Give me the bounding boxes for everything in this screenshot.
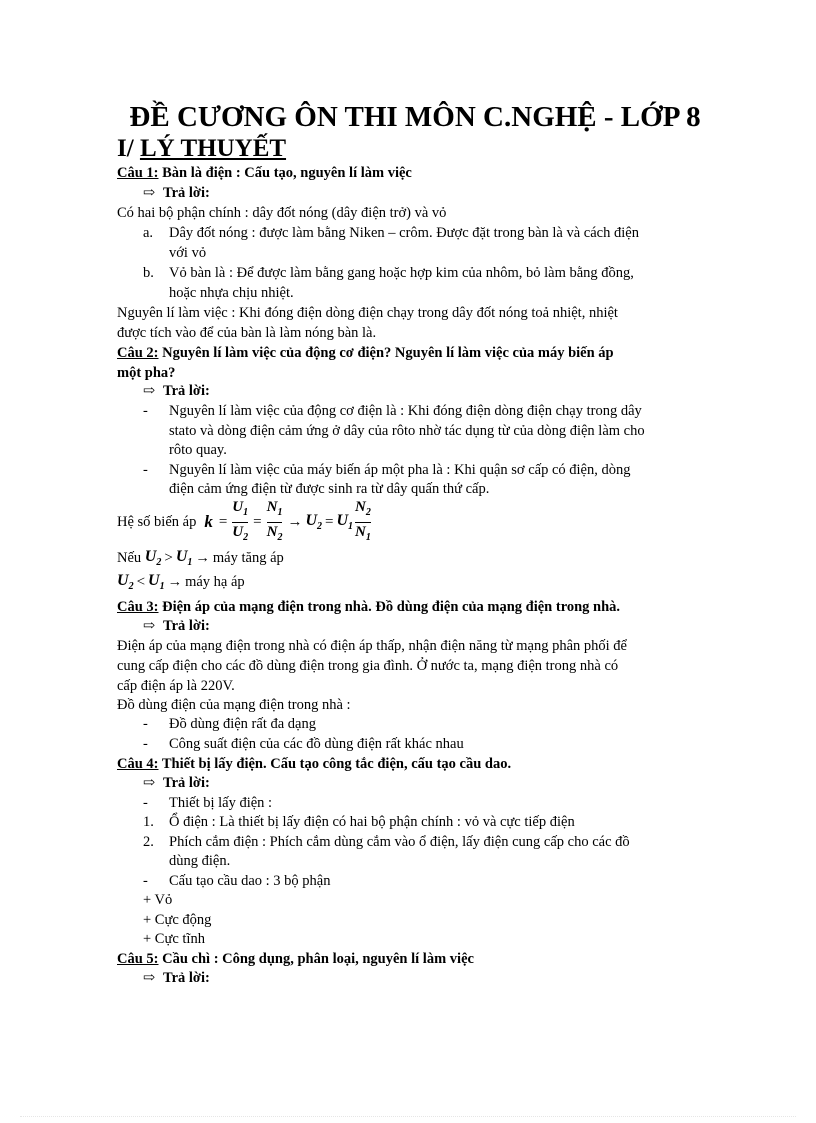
answer-label: ⇨ Trả lời:	[143, 184, 210, 204]
answer-label: ⇨ Trả lời:	[143, 774, 210, 794]
list-item-continuation: với vỏ	[169, 245, 207, 261]
paragraph: Điện áp của mạng điện trong nhà có điện áp thấp, nhận điện năng từ mạng phân phối để	[117, 638, 627, 654]
question-4-heading: Câu 4: Thiết bị lấy điện. Cấu tạo công tắc điện, cấu tạo cầu dao.	[117, 756, 512, 772]
transformer-ratio-formula: Hệ số biến áp k = $\frac{U_1}{U_2}$ = $\frac{N_1}{N_2}$ → $U_2$ = $U_1$ $\frac{N_2}{N_1}$	[117, 500, 373, 544]
arrow-icon: ⇨	[143, 618, 156, 634]
list-item: + Cực động	[143, 912, 212, 928]
list-item: - Nguyên lí làm việc của động cơ điện là : Khi đóng điện dòng điện chạy trong dây	[143, 403, 642, 419]
answer-label: ⇨ Trả lời:	[143, 617, 210, 637]
page-divider	[20, 1116, 796, 1117]
step-down-condition: $U_2$ < $U_1$ → máy hạ áp	[117, 572, 245, 593]
question-1-heading: Câu 1: Bàn là điện : Cấu tạo, nguyên lí làm việc	[117, 165, 412, 181]
arrow-icon: ⇨	[143, 775, 156, 791]
list-item-continuation: hoặc nhựa chịu nhiệt.	[169, 285, 294, 301]
list-item: - Công suất điện của các đồ dùng điện rất khác nhau	[143, 736, 464, 752]
answer-label: ⇨ Trả lời:	[143, 969, 210, 989]
section-label: LÝ THUYẾT	[139, 135, 287, 162]
page-title: ĐỀ CƯƠNG ÔN THI MÔN C.NGHỆ - LỚP 8	[129, 101, 701, 133]
list-item: - Đồ dùng điện rất đa dạng	[143, 716, 316, 732]
fraction-n2-n1: $\frac{N_2}{N_1}$	[355, 498, 371, 543]
step-up-condition: Nếu $U_2$ > $U_1$ → máy tăng áp	[117, 548, 284, 569]
list-item-continuation: rôto quay.	[169, 442, 227, 458]
section-prefix: I/	[117, 135, 140, 162]
question-3-heading: Câu 3: Điện áp của mạng điện trong nhà. Đồ dùng điện của mạng điện trong nhà.	[117, 599, 621, 615]
paragraph: Đồ dùng điện của mạng điện trong nhà :	[117, 697, 351, 713]
fraction-n1-n2: $\frac{N_1}{N_2}$	[266, 498, 283, 543]
arrow-right-icon: →	[195, 549, 210, 566]
list-item: b. Vỏ bàn là : Để được làm bằng gang hoặc hợp kim của nhôm, bỏ làm bằng đồng,	[143, 265, 634, 281]
arrow-right-icon: →	[167, 573, 183, 590]
list-item: - Cấu tạo cầu dao : 3 bộ phận	[143, 873, 331, 889]
paragraph: cung cấp điện cho các đồ dùng điện trong gia đình. Ở nước ta, mạng điện trong nhà có	[117, 658, 619, 674]
arrow-icon: ⇨	[143, 185, 156, 201]
paragraph: cấp điện áp là 220V.	[117, 678, 235, 694]
arrow-icon: ⇨	[143, 970, 156, 986]
paragraph: được tích vào để của bàn là làm nóng bàn là.	[117, 325, 377, 341]
question-5-heading: Câu 5: Cầu chì : Công dụng, phân loại, nguyên lí làm việc	[117, 951, 474, 967]
section-heading	[117, 135, 286, 163]
list-item: a. Dây đốt nóng : được làm bằng Niken – crôm. Được đặt trong bàn là và cách điện	[143, 225, 639, 241]
question-2-heading: Câu 2: Nguyên lí làm việc của động cơ điện? Nguyên lí làm việc của máy biến áp	[117, 345, 614, 361]
list-item: - Nguyên lí làm việc của máy biến áp một pha là : Khi quận sơ cấp có điện, dòng	[143, 462, 631, 478]
list-item: - Thiết bị lấy điện :	[143, 795, 273, 811]
list-item-continuation: điện cảm ứng điện từ được sinh ra từ dây quấn thứ cấp.	[169, 481, 490, 497]
arrow-icon: ⇨	[143, 383, 156, 399]
list-item: 1. Ổ điện : Là thiết bị lấy điện có hai bộ phận chính : vỏ và cực tiếp điện	[143, 814, 575, 830]
list-item-continuation: dùng điện.	[169, 853, 231, 869]
paragraph: Nguyên lí làm việc : Khi đóng điện dòng điện chạy trong dây đốt nóng toả nhiệt, nhiệt	[117, 305, 618, 321]
list-item: + Vỏ	[143, 892, 173, 908]
answer-label: ⇨ Trả lời:	[143, 382, 210, 402]
list-item-continuation: stato và dòng điện cảm ứng ở dây của rôto nhờ tác dụng từ của dòng điện làm cho	[169, 423, 645, 439]
paragraph: Có hai bộ phận chính : dây đốt nóng (dây điện trở) và vỏ	[117, 205, 447, 221]
list-item: + Cực tĩnh	[143, 931, 205, 947]
question-2-heading-cont: một pha?	[117, 365, 176, 381]
fraction-u1-u2: $\frac{U_1}{U_2}$	[232, 498, 249, 543]
list-item: 2. Phích cắm điện : Phích cắm dùng cắm vào ổ điện, lấy điện cung cấp cho các đồ	[143, 834, 630, 850]
